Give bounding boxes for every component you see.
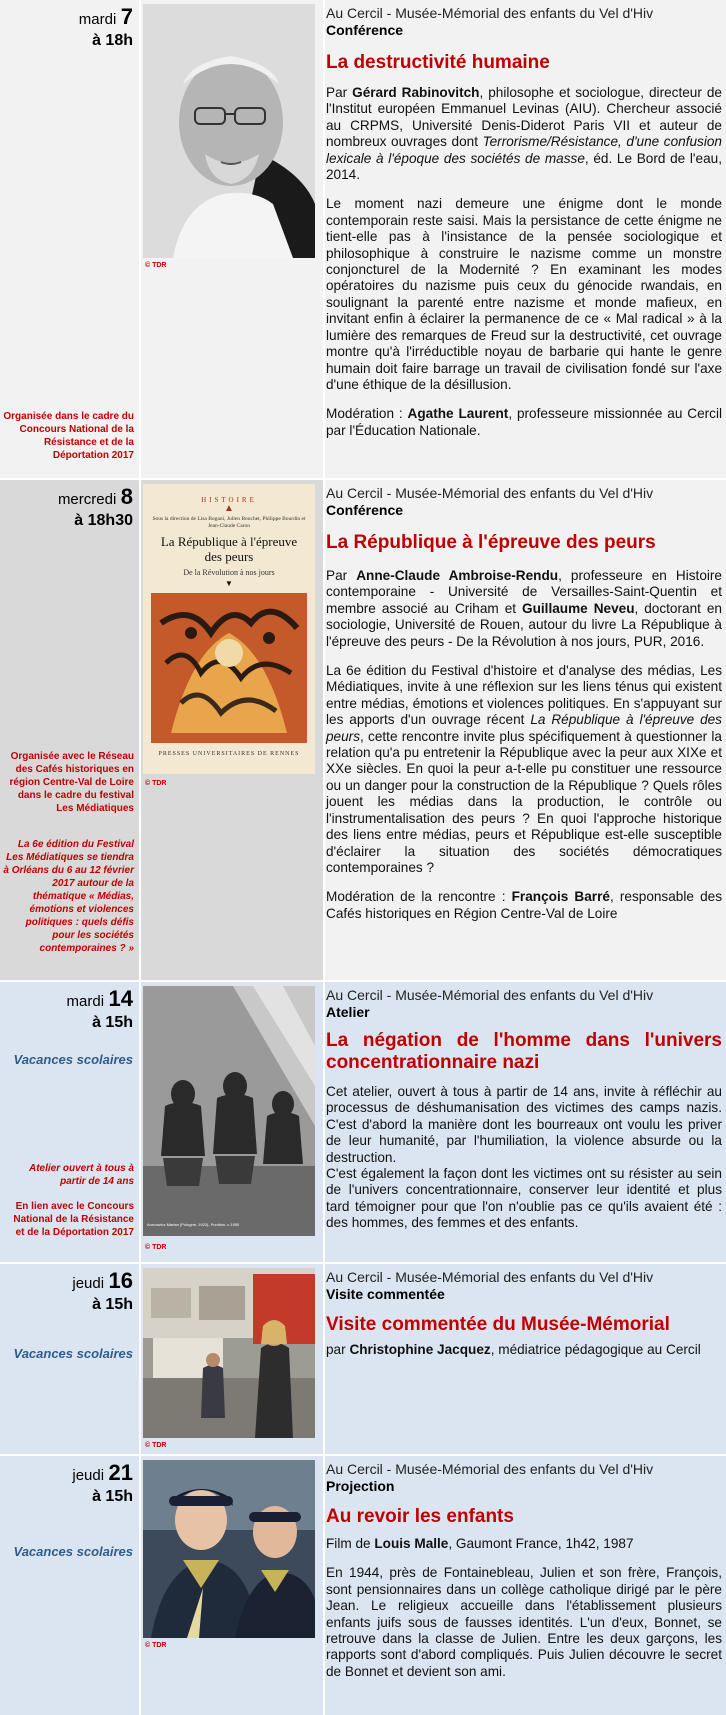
image-cell: [141, 982, 323, 1262]
text-run: , professeure missionnée au Cercil par l'Éducation Nationale.: [326, 406, 722, 438]
event-paragraph: Cet atelier, ouvert à tous à partir de 14 ans, invite à réfléchir au processus de déshumanisation des victimes des camps nazis. C'est d'abord la manière dont les bourreaux ont voulu les priver de leur humanité, par l'humiliation, la violence absurde ou la destruction.: [326, 1084, 722, 1165]
school-holidays-label: Vacances scolaires: [13, 1052, 133, 1067]
text-run: Par: [326, 85, 353, 100]
day-name: mardi: [78, 11, 117, 28]
event-paragraph: C'est également la façon dont les victimes ont su résister au sein de l'univers concentrationnaire, conserver leur identité et plus tard témoigner pour que l'on n'oublie pas ce qu'ils avaient été : des hommes, des femmes et des enfants.: [326, 1166, 722, 1231]
event-title: Au revoir les enfants: [326, 1506, 514, 1527]
text-run: La 6e édition du Festival d'histoire et d'analyse des médias, Les Médiatiques, invite à une réflexion sur les liens ténus qui existent entre médias, émotions et violences politiques. En s'appuyant sur les apports d'un ouvrage récent: [326, 663, 722, 728]
book-publisher: PRESSES UNIVERSITAIRES DE RENNES: [158, 751, 300, 757]
text-run: Modération :: [326, 406, 408, 422]
event-time: à 18h30: [74, 512, 133, 529]
photo-credit: © TDR: [145, 780, 167, 787]
event-time: à 15h: [92, 1014, 133, 1031]
event-description: [326, 1342, 722, 1371]
event-venue-block: [326, 5, 722, 39]
event-date: [58, 486, 133, 531]
date-cell: [0, 0, 139, 478]
event-type: Visite commentée: [326, 1286, 445, 1302]
day-name: jeudi: [72, 1467, 105, 1484]
text-cell: [325, 1456, 726, 1715]
event-row: [0, 480, 726, 980]
day-name: mercredi: [57, 491, 117, 508]
event-type: Atelier: [326, 1004, 370, 1020]
book-subtitle: De la Révolution à nos jours: [183, 568, 275, 577]
text-run: , Gaumont France, 1h42, 1987: [448, 1536, 634, 1551]
event-title: La destructivité humaine: [326, 52, 550, 73]
book-title: La République à l'épreuve des peurs: [326, 712, 722, 744]
text-run: Film de: [326, 1536, 375, 1551]
day-number: 14: [108, 986, 133, 1011]
image-cell: [141, 1456, 323, 1715]
event-note-festival: La 6e édition du Festival Les Médiatiques se tiendra à Orléans du 6 au 12 février 2017 autour de la thématique « Médias, émotions et violences politiques : quels défis pour les sociétés contemporaines ? »: [3, 839, 134, 954]
event-description: [326, 85, 722, 452]
date-cell: [0, 982, 139, 1262]
guide-name: Christophine Jacquez: [349, 1342, 491, 1357]
event-note: Atelier ouvert à tous à partir de 14 ans: [28, 1163, 134, 1187]
text-cell: [325, 982, 726, 1262]
text-run: Modération de la rencontre :: [326, 889, 512, 905]
book-cover: [143, 484, 315, 774]
text-run: par: [326, 1342, 350, 1357]
event-date: [67, 988, 133, 1033]
event-venue: Au Cercil - Musée-Mémorial des enfants du Vel d'Hiv: [326, 485, 654, 501]
book-series: HISTOIRE: [201, 496, 257, 504]
event-description: [326, 1536, 722, 1693]
event-venue-block: [326, 1461, 722, 1495]
text-run: , doctorant en sociologie, Université de Rouen, autour du livre La République à l'épreuve des peurs - De la Révolution à nos jours, PUR, 2016.: [326, 600, 722, 649]
book-editors: Sous la direction de Lisa Bogani, Julien Bouchet, Philippe Bourdin et Jean-Claude Caron: [152, 516, 306, 529]
event-title: La négation de l'homme dans l'univers concentrationnaire nazi: [326, 1030, 722, 1073]
event-type: Conférence: [326, 22, 404, 38]
image-cell: [141, 1264, 323, 1454]
event-note: Organisée avec le Réseau des Cafés historiques en région Centre-Val de Loire dans le cadre du festival Les Médiatiques: [9, 751, 134, 814]
event-date: [72, 1462, 133, 1507]
photo-credit: © TDR: [145, 1244, 167, 1251]
event-venue-block: [326, 1269, 722, 1303]
event-date: [72, 1270, 133, 1315]
speaker-name: Gérard Rabinovitch: [352, 85, 480, 100]
date-cell: [0, 1264, 139, 1454]
event-note: En lien avec le Concours National de la Résistance et de la Déportation 2017: [13, 1201, 134, 1238]
speaker-name: Guillaume Neveu: [522, 600, 635, 616]
event-venue: Au Cercil - Musée-Mémorial des enfants du Vel d'Hiv: [326, 5, 654, 21]
event-venue-block: [326, 987, 722, 1021]
event-venue: Au Cercil - Musée-Mémorial des enfants du Vel d'Hiv: [326, 987, 654, 1003]
event-date: [79, 6, 133, 51]
photo-credit: © TDR: [145, 1642, 167, 1649]
image-cell: [141, 0, 323, 478]
image-cell: [141, 480, 323, 980]
event-time: à 15h: [92, 1488, 133, 1505]
speaker-name: Anne-Claude Ambroise-Rendu: [356, 568, 559, 583]
speaker-photo: [143, 4, 315, 258]
book-title: Terrorisme/Résistance, d'une confusion lexicale à l'époque des sociétés de masse: [326, 134, 722, 166]
day-number: 21: [108, 1460, 133, 1485]
text-run: , responsable des Cafés historiques en Région Centre-Val de Loire: [326, 889, 722, 921]
photo-credit: © TDR: [145, 1442, 167, 1449]
event-venue: Au Cercil - Musée-Mémorial des enfants du Vel d'Hiv: [326, 1461, 654, 1477]
event-description: [326, 1084, 722, 1245]
day-number: 7: [120, 4, 133, 29]
date-cell: [0, 480, 139, 980]
director-name: Louis Malle: [374, 1536, 449, 1551]
text-cell: [325, 0, 726, 478]
day-name: jeudi: [72, 1275, 105, 1292]
text-run: , professeure en Histoire contemporaine - Université de Versailles-Saint-Quentin et membre associé au Criham et: [326, 568, 722, 616]
school-holidays-label: Vacances scolaires: [13, 1346, 133, 1361]
text-run: , médiatrice pédagogique au Cercil: [490, 1342, 701, 1357]
event-title: La République à l'épreuve des peurs: [326, 532, 656, 553]
moderator-name: François Barré: [511, 889, 610, 905]
day-name: mardi: [66, 993, 105, 1010]
event-type: Projection: [326, 1478, 395, 1494]
event-paragraph: En 1944, près de Fontainebleau, Julien et son frère, François, sont pensionnaires dans un collège catholique dirigé par le père Jean. Le religieux accueille dans l'établissement plusieurs enfants juifs sous de fausses identités. L'un d'eux, Bonnet, se retrouve dans la classe de Julien. Entre les deux garçons, les rapports sont d'abord compliqués. Puis Julien découvre le secret de Bonnet et devient son ami.: [326, 1565, 722, 1679]
event-type: Conférence: [326, 502, 404, 518]
image-caption: Aronowicz Marian (Pologne, 1923), Punition, c.1950: [147, 1222, 240, 1227]
event-time: à 18h: [92, 32, 133, 49]
cover-illustration: [151, 593, 307, 743]
school-holidays-label: Vacances scolaires: [13, 1544, 133, 1559]
event-note: Organisée dans le cadre du Concours National de la Résistance et de la Déportation 2017: [3, 411, 134, 461]
text-run: , cette rencontre invite plus spécifiquement à questionner la relation qu'a pu entretenir la République avec la peur aux XIXe et XXe siècles. En quoi la peur a-t-elle pu constituer une ressource ou un danger pour la construction de la République ? Quels rôles jouent les médias dans la production, le contrôle ou l'instrumentalisation des peurs ? En quoi l'approche historique des liens entre médias, peurs et République est-elle susceptible d'éclairer la situation des sociétés démocratiques contemporaines ?: [326, 728, 722, 875]
event-time: à 15h: [92, 1296, 133, 1313]
text-run: , philosophe et sociologue, directeur de l'Institut européen Emmanuel Levinas (AIU). Chercheur associé au CRPMS, Université Denis-Diderot Paris VII et auteur de nombreux ouvrages dont: [326, 85, 722, 150]
event-title: Visite commentée du Musée-Mémorial: [326, 1314, 670, 1335]
triangle-down-icon: ▼: [225, 579, 233, 588]
event-row: [0, 1264, 726, 1454]
event-venue-block: [326, 485, 722, 519]
event-row: [0, 1456, 726, 1715]
text-cell: [325, 1264, 726, 1454]
museum-photo: [143, 1268, 315, 1438]
photo-credit: © TDR: [145, 262, 167, 269]
text-run: Par: [326, 568, 357, 583]
event-paragraph: Le moment nazi demeure une énigme dont le monde contemporain reste saisi. Mais la persistance de cette énigme ne tient-elle pas à l'insistance de la pensée sociologique et philosophique à construire le nazisme comme un monstre conjoncturel de la Modernité ? En examinant les modes opératoires du nazisme puis ceux du génocide rwandais, en soulignant la parenté entre nazisme et monde mafieux, en invitant enfin à éclairer la permanence de ce « Mal radical » à la lumière des remarques de Freud sur la destructivité, cet ouvrage montre qu'à l'irréductible noyau de barbarie qui hante le genre humain doit faire barrage un travail de civilisation fondé sur l'axe d'une éthique de la désillusion.: [326, 196, 722, 392]
day-number: 8: [120, 484, 133, 509]
event-row: [0, 982, 726, 1262]
triangle-icon: ▲: [224, 503, 234, 514]
date-cell: [0, 1456, 139, 1715]
day-number: 16: [108, 1268, 133, 1293]
event-description: [326, 568, 722, 935]
event-row: [0, 0, 726, 478]
event-venue: Au Cercil - Musée-Mémorial des enfants du Vel d'Hiv: [326, 1269, 654, 1285]
moderator-name: Agathe Laurent: [407, 406, 509, 422]
text-cell: [325, 480, 726, 980]
artwork-image: [143, 986, 315, 1242]
film-still: [143, 1460, 315, 1638]
book-title: La République à l'épreuve des peurs: [160, 534, 298, 564]
text-run: , éd. Le Bord de l'eau, 2014.: [326, 150, 722, 183]
